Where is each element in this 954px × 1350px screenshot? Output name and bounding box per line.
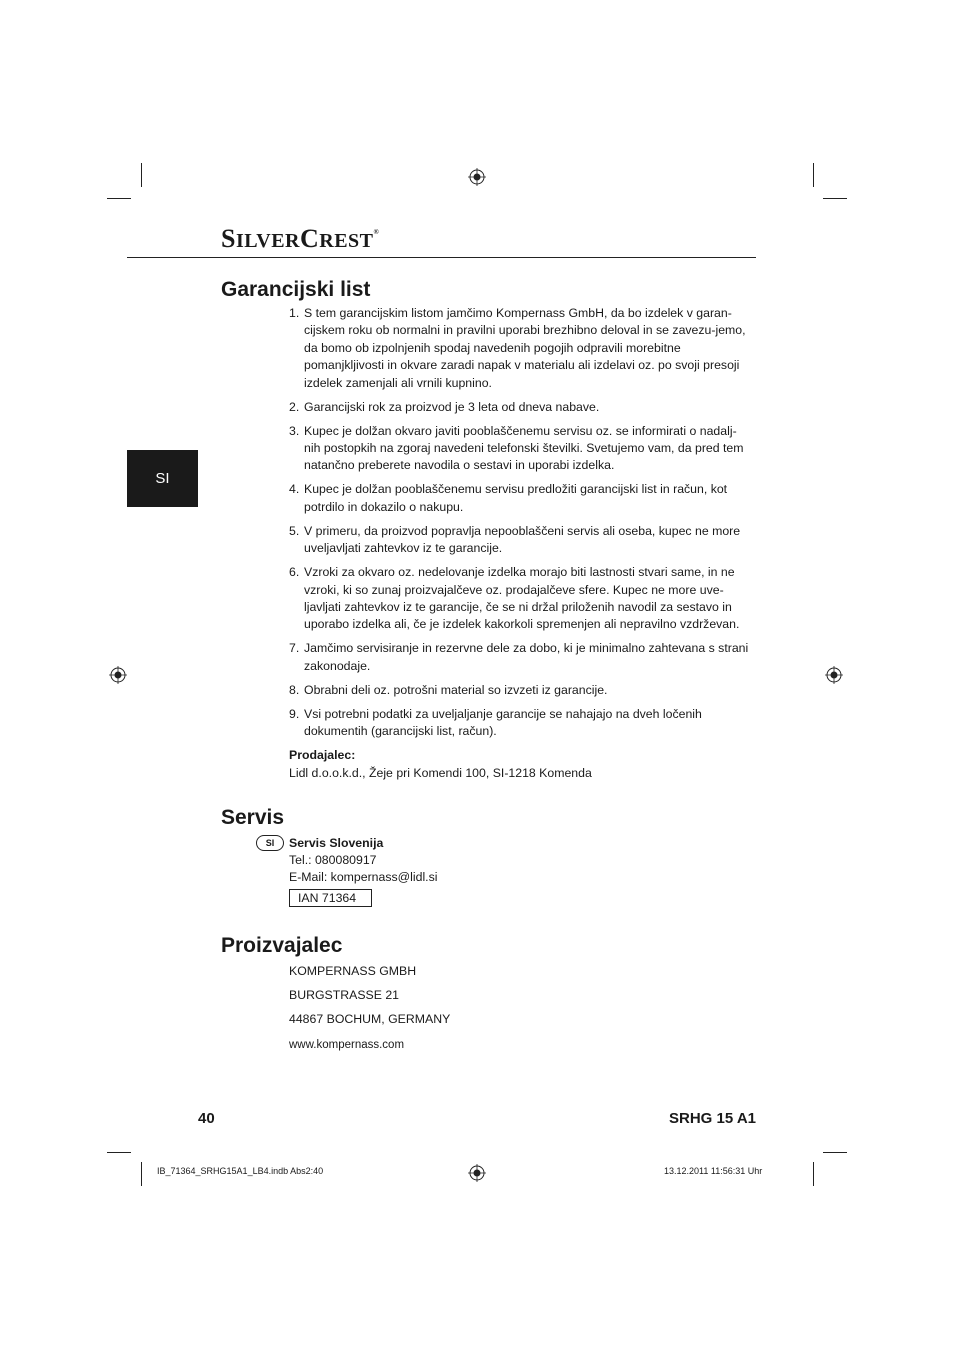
seller-label: Prodajalec: — [289, 748, 356, 762]
list-item-text: S tem garancijskim listom jamčimo Kompernass GmbH, da bo izdelek v garan-cijskem roku ob normalni in pravilni uporabi brezhibno deloval in se zavezu-jemo, da bomo ob izpolnjenih spodaj navedenih pogojih odpravili morebitne pomanjkljivosti in okvare zaradi napak v materialu ali izdelavi oz. po svoji presoji izdelek zamenjali ali vrnili kupnino. — [304, 306, 746, 390]
list-item-number: 7. — [289, 641, 300, 656]
crop-mark — [141, 1162, 142, 1186]
list-item-number: 4. — [289, 482, 300, 497]
manufacturer-web: www.kompernass.com — [289, 1039, 405, 1051]
list-item-number: 6. — [289, 565, 300, 580]
crop-mark — [813, 163, 814, 187]
crop-mark — [823, 198, 847, 199]
list-item-number: 5. — [289, 523, 300, 538]
warranty-title: Garancijski list — [221, 278, 371, 301]
manufacturer-title: Proizvajalec — [221, 934, 343, 957]
registration-mark-icon — [109, 666, 127, 684]
list-item-text: Jamčimo servisiranje in rezervne dele za dobo, ki je minimalno zahtevana s strani zakonodaje. — [304, 641, 749, 673]
list-item-text: Kupec je dolžan pooblaščenemu servisu predložiti garancijski list in račun, kot potrdilo in dokazilo o nakupu. — [304, 482, 728, 514]
list-item — [289, 682, 749, 699]
list-item-number: 9. — [289, 706, 300, 721]
crop-mark — [813, 1162, 814, 1186]
seller-text: Lidl d.o.o.k.d., Žeje pri Komendi 100, SI-1218 Komenda — [289, 766, 592, 780]
manufacturer-name: KOMPERNASS GMBH — [289, 964, 417, 978]
list-item — [289, 564, 749, 634]
crop-mark — [107, 198, 131, 199]
slug-date: 13.12.2011 11:56:31 Uhr — [664, 1166, 763, 1176]
list-item-text: Obrabni deli oz. potrošni material so izvzeti iz garancije. — [304, 682, 608, 697]
ian-box: IAN 71364 — [289, 889, 372, 907]
list-item-number: 1. — [289, 306, 300, 320]
list-item-text: Garancijski rok za proizvod je 3 leta od dneva nabave. — [304, 399, 600, 414]
manufacturer-street: BURGSTRASSE 21 — [289, 988, 400, 1002]
list-item-text: Vsi potrebni podatki za uveljaljanje garancije se nahajajo na dveh ločenih dokumentih (garancijski list, račun). — [304, 706, 702, 739]
list-item — [289, 706, 749, 741]
crop-mark — [141, 163, 142, 187]
registration-mark-icon — [825, 666, 843, 684]
list-item-number: 8. — [289, 682, 300, 697]
list-item — [289, 481, 749, 516]
list-item — [289, 640, 749, 675]
language-tab: SI — [127, 450, 198, 507]
model-number: SRHG 15 A1 — [669, 1110, 756, 1127]
list-item — [289, 523, 749, 558]
list-item-text: Vzroki za okvaro oz. nedelovanje izdelka morajo biti lastnosti stvari same, in ne vzroki, ki so zunaj proizvajalčeve oz. prodajalčeve sfere. Kupec ne more uve-ljavljati zahtevkov iz te garancije, če se ni držal priloženih navodil za sestavo in uporabo izdelka ali, če je izdelek kakorkoli spremenjen ali nepravilno vzdrževan. — [304, 565, 740, 632]
country-badge: SI — [256, 835, 284, 851]
brand-logo: SILVERCREST® — [221, 224, 380, 253]
service-email: E-Mail: kompernass@lidl.si — [289, 870, 438, 884]
warranty-list — [289, 305, 749, 747]
list-item — [289, 399, 749, 416]
list-item-text: Kupec je dolžan okvaro javiti pooblaščenemu servisu oz. se informirati o nadalj-nih postopkih na zgoraj navedeni telefonski številki. Svetujemo vam, da pred tem natančno preberete navodila o sestavi in uporabi izdelka. — [304, 423, 744, 473]
list-item-number: 2. — [289, 399, 300, 414]
page-number: 40 — [198, 1110, 215, 1127]
service-name: Servis Slovenija — [289, 836, 384, 850]
header-rule — [127, 257, 756, 258]
manufacturer-city: 44867 BOCHUM, GERMANY — [289, 1012, 451, 1026]
service-title: Servis — [221, 806, 285, 829]
list-item — [289, 423, 749, 475]
list-item-text: V primeru, da proizvod popravlja nepooblaščeni servis ali oseba, kupec ne more uveljavljati zahtevkov iz te garancije. — [304, 523, 741, 556]
list-item-number: 3. — [289, 423, 300, 438]
slug-file: IB_71364_SRHG15A1_LB4.indb Abs2:40 — [157, 1166, 324, 1176]
registration-mark-icon — [468, 168, 486, 186]
crop-mark — [823, 1152, 847, 1153]
service-phone: Tel.: 080080917 — [289, 853, 377, 867]
crop-mark — [107, 1152, 131, 1153]
list-item — [289, 305, 749, 392]
registration-mark-icon — [468, 1164, 486, 1182]
